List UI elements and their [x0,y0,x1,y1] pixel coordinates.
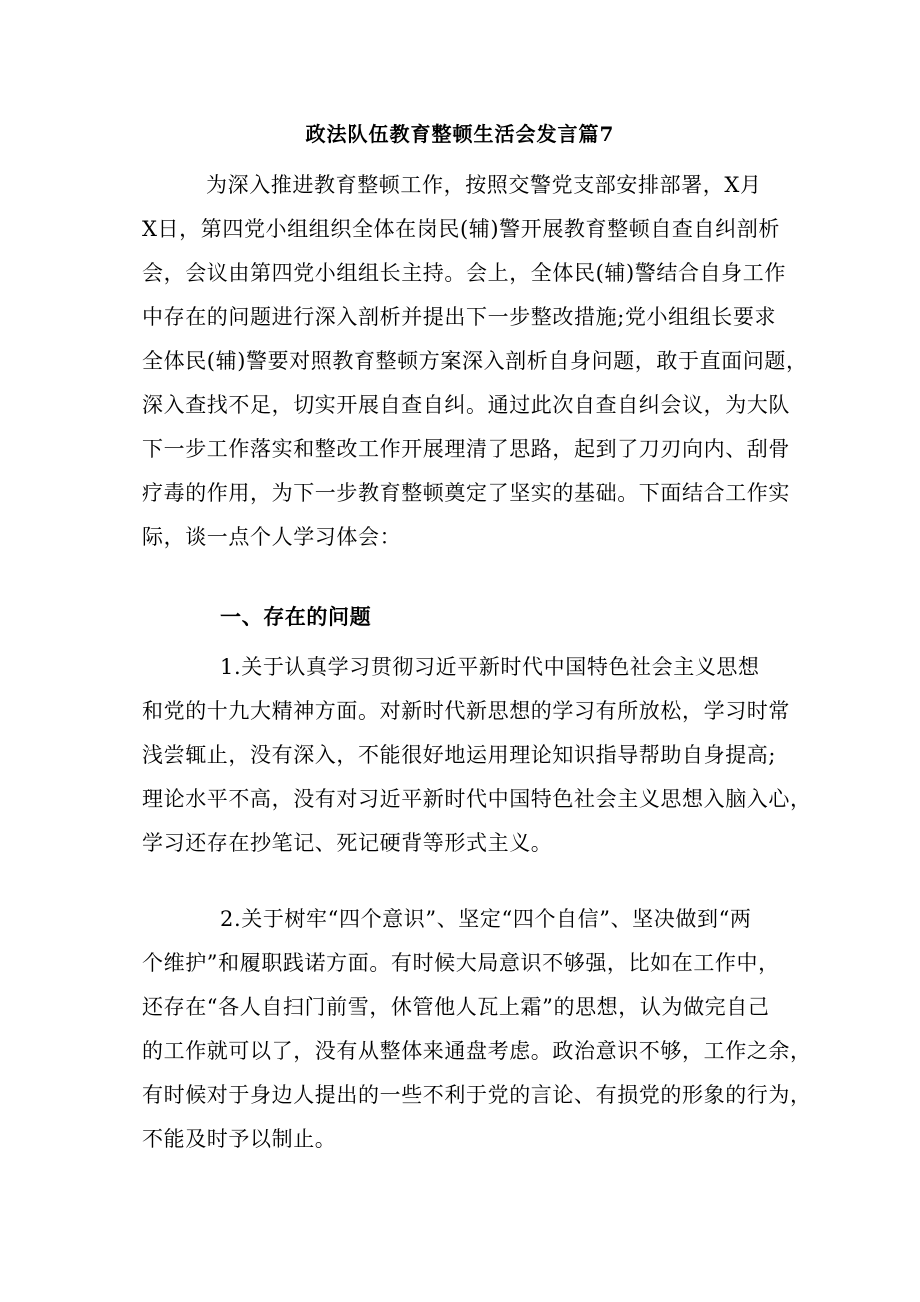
section-heading: 一、存在的问题 [220,604,372,629]
intro-line-4: 中存在的问题进行深入剖析并提出下一步整改措施;党小组组长要求 [142,305,777,329]
item2-line-1: 2.关于树牢“四个意识”、坚定“四个自信”、坚决做到“两 [220,907,752,931]
item1-line-3: 浅尝辄止，没有深入，不能很好地运用理论知识指导帮助自身提高; [142,743,777,767]
intro-line-7: 下一步工作落实和整改工作开展理清了思路，起到了刀刃向内、刮骨 [142,437,790,461]
item2-line-2: 个维护”和履职践诺方面。有时候大局意识不够强，比如在工作中， [142,951,780,975]
item2-line-5: 有时候对于身边人提出的一些不利于党的言论、有损党的形象的行为， [142,1083,812,1107]
intro-line-1: 为深入推进教育整顿工作，按照交警党支部安排部署，X月 [206,173,762,197]
item1-line-5: 学习还存在抄笔记、死记硬背等形式主义。 [142,831,553,855]
intro-line-8: 疗毒的作用，为下一步教育整顿奠定了坚实的基础。下面结合工作实 [142,481,790,505]
intro-line-5: 全体民(辅)警要对照教育整顿方案深入剖析自身问题，敢于直面问题， [142,349,808,373]
intro-line-3: 会，会议由第四党小组组长主持。会上，全体民(辅)警结合自身工作 [142,261,786,285]
item1-line-4: 理论水平不高，没有对习近平新时代中国特色社会主义思想入脑入心， [142,787,812,811]
intro-line-2: X日，第四党小组组织全体在岗民(辅)警开展教育整顿自查自纠剖析 [142,217,780,241]
item1-line-2: 和党的十九大精神方面。对新时代新思想的学习有所放松，学习时常 [142,699,790,723]
item1-line-1: 1.关于认真学习贯彻习近平新时代中国特色社会主义思想 [220,655,760,679]
item2-line-4: 的工作就可以了，没有从整体来通盘考虑。政治意识不够，工作之余， [142,1039,812,1063]
intro-line-9: 际，谈一点个人学习体会： [142,525,402,549]
item2-line-3: 还存在“各人自扫门前雪，休管他人瓦上霜”的思想，认为做完自己 [142,995,770,1019]
item2-line-6: 不能及时予以制止。 [142,1127,337,1151]
document-title: 政法队伍教育整顿生活会发言篇7 [305,122,615,146]
intro-line-6: 深入查找不足，切实开展自查自纠。通过此次自查自纠会议，为大队 [142,393,790,417]
